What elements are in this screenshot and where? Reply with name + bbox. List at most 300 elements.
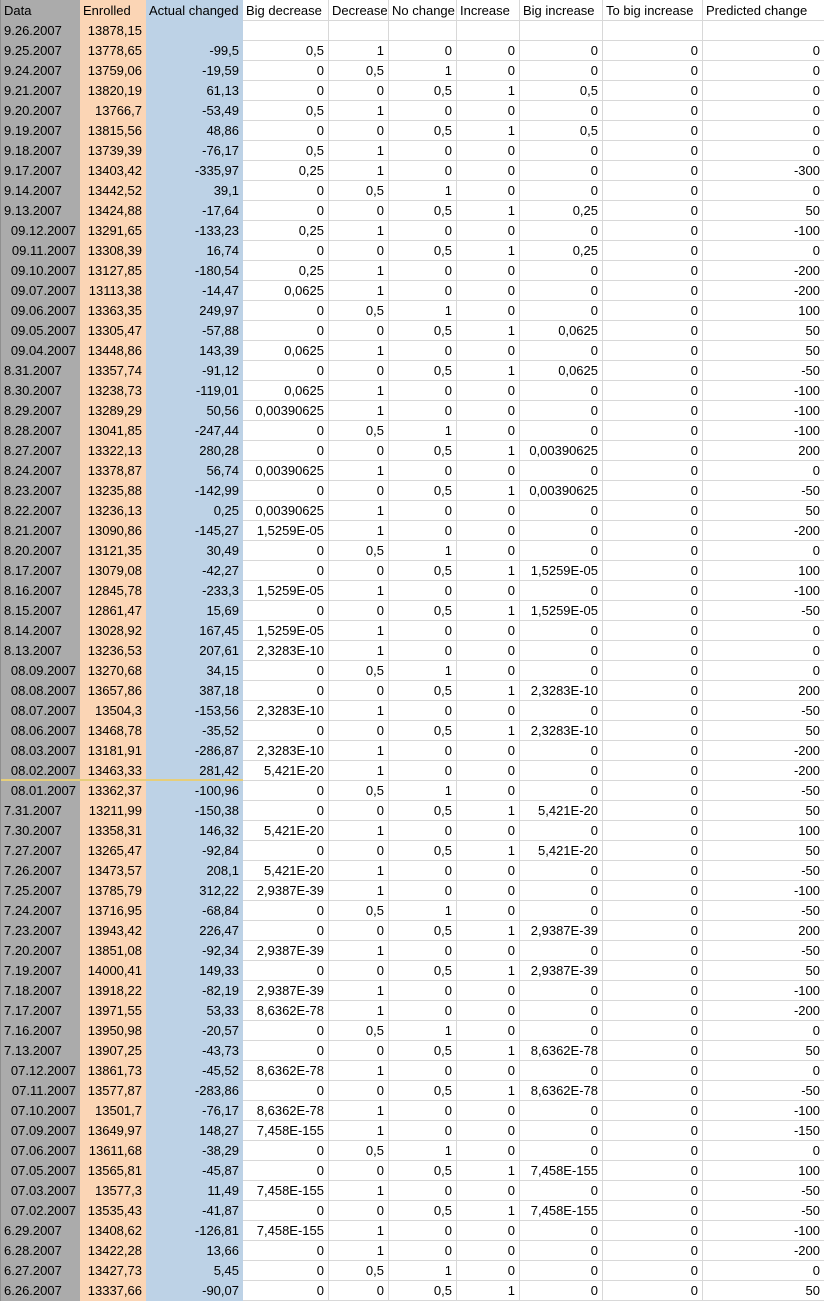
table-cell[interactable]: 1,5259E-05 — [243, 581, 329, 601]
table-cell[interactable]: 1 — [329, 581, 389, 601]
table-cell[interactable]: 0 — [603, 1141, 703, 1161]
table-cell[interactable]: 0,0625 — [520, 321, 603, 341]
table-cell[interactable]: 1 — [329, 161, 389, 181]
table-cell[interactable]: 13337,66 — [80, 1281, 146, 1301]
table-cell[interactable]: 0 — [457, 1141, 520, 1161]
table-cell[interactable]: 0 — [243, 1281, 329, 1301]
table-cell[interactable]: 11,49 — [146, 1181, 243, 1201]
table-cell[interactable]: -76,17 — [146, 141, 243, 161]
table-cell[interactable]: 0,5 — [389, 361, 457, 381]
date-cell[interactable]: 08.03.2007 — [1, 741, 80, 761]
table-cell[interactable]: 0,0625 — [243, 341, 329, 361]
table-cell[interactable]: 0 — [457, 421, 520, 441]
table-cell[interactable]: 2,9387E-39 — [520, 921, 603, 941]
table-cell[interactable]: -76,17 — [146, 1101, 243, 1121]
table-cell[interactable]: 0 — [603, 701, 703, 721]
table-cell[interactable]: 13448,86 — [80, 341, 146, 361]
table-cell[interactable]: 30,49 — [146, 541, 243, 561]
table-cell[interactable]: 0 — [520, 1261, 603, 1281]
table-cell[interactable]: 1 — [389, 421, 457, 441]
table-cell[interactable]: 7,458E-155 — [243, 1121, 329, 1141]
table-cell[interactable]: 0 — [389, 281, 457, 301]
table-cell[interactable]: 0 — [389, 581, 457, 601]
table-cell[interactable]: 0,5 — [389, 121, 457, 141]
table-cell[interactable]: 0 — [603, 641, 703, 661]
table-cell[interactable]: 0 — [243, 781, 329, 801]
table-cell[interactable]: 50,56 — [146, 401, 243, 421]
table-cell[interactable]: 1,5259E-05 — [520, 561, 603, 581]
table-cell[interactable]: 0 — [603, 801, 703, 821]
table-cell[interactable]: 13427,73 — [80, 1261, 146, 1281]
table-cell[interactable]: 0 — [389, 41, 457, 61]
table-cell[interactable]: 0 — [457, 901, 520, 921]
table-cell[interactable]: 1 — [329, 621, 389, 641]
table-cell[interactable]: 1 — [457, 1281, 520, 1301]
table-cell[interactable]: 8,6362E-78 — [243, 1061, 329, 1081]
table-cell[interactable]: -200 — [703, 261, 824, 281]
table-cell[interactable]: 0 — [389, 401, 457, 421]
table-cell[interactable]: 0 — [520, 641, 603, 661]
table-cell[interactable]: 1 — [329, 261, 389, 281]
table-cell[interactable]: -50 — [703, 941, 824, 961]
table-cell[interactable]: 1 — [457, 1161, 520, 1181]
table-cell[interactable]: 0 — [329, 921, 389, 941]
table-cell[interactable]: 0 — [703, 1141, 824, 1161]
table-cell[interactable]: 0,5 — [329, 181, 389, 201]
table-cell[interactable]: 0,5 — [389, 801, 457, 821]
table-cell[interactable]: 0 — [457, 981, 520, 1001]
table-cell[interactable]: 0 — [520, 61, 603, 81]
table-cell[interactable]: -100 — [703, 581, 824, 601]
table-cell[interactable]: 0 — [329, 441, 389, 461]
date-cell[interactable]: 9.25.2007 — [1, 41, 80, 61]
table-cell[interactable]: 0 — [603, 241, 703, 261]
table-cell[interactable]: 13649,97 — [80, 1121, 146, 1141]
table-cell[interactable]: 13785,79 — [80, 881, 146, 901]
table-cell[interactable]: -45,87 — [146, 1161, 243, 1181]
table-cell[interactable]: 0 — [603, 61, 703, 81]
table-cell[interactable]: -200 — [703, 1241, 824, 1261]
table-cell[interactable]: 13403,42 — [80, 161, 146, 181]
table-cell[interactable]: 13501,7 — [80, 1101, 146, 1121]
table-cell[interactable]: 0 — [703, 121, 824, 141]
table-cell[interactable]: 200 — [703, 681, 824, 701]
table-cell[interactable]: 50 — [703, 321, 824, 341]
table-cell[interactable]: 0 — [603, 541, 703, 561]
table-cell[interactable]: 13322,13 — [80, 441, 146, 461]
table-cell[interactable]: 0 — [457, 1221, 520, 1241]
table-cell[interactable]: 50 — [703, 961, 824, 981]
table-cell[interactable]: -50 — [703, 1201, 824, 1221]
table-cell[interactable]: 8,6362E-78 — [243, 1101, 329, 1121]
date-cell[interactable]: 08.07.2007 — [1, 701, 80, 721]
date-cell[interactable]: 8.31.2007 — [1, 361, 80, 381]
table-cell[interactable]: 13918,22 — [80, 981, 146, 1001]
table-cell[interactable]: 0 — [520, 221, 603, 241]
date-cell[interactable]: 7.19.2007 — [1, 961, 80, 981]
date-cell[interactable]: 9.14.2007 — [1, 181, 80, 201]
table-cell[interactable]: 13504,3 — [80, 701, 146, 721]
table-cell[interactable]: -145,27 — [146, 521, 243, 541]
table-cell[interactable]: 0,5 — [389, 1281, 457, 1301]
table-cell[interactable]: 50 — [703, 841, 824, 861]
table-cell[interactable]: -100 — [703, 421, 824, 441]
table-cell[interactable]: 56,74 — [146, 461, 243, 481]
table-cell[interactable]: 0 — [329, 1161, 389, 1181]
table-cell[interactable]: 0 — [520, 1061, 603, 1081]
table-cell[interactable]: 0 — [520, 1181, 603, 1201]
table-cell[interactable]: 0 — [457, 761, 520, 781]
date-cell[interactable]: 09.05.2007 — [1, 321, 80, 341]
table-cell[interactable]: 13289,29 — [80, 401, 146, 421]
date-cell[interactable]: 8.27.2007 — [1, 441, 80, 461]
table-cell[interactable]: 0 — [603, 181, 703, 201]
table-cell[interactable]: 149,33 — [146, 961, 243, 981]
table-cell[interactable]: 13181,91 — [80, 741, 146, 761]
column-header-increase[interactable]: Increase — [457, 0, 520, 21]
table-cell[interactable]: 0 — [243, 961, 329, 981]
table-cell[interactable]: 1 — [329, 861, 389, 881]
table-cell[interactable]: 0 — [603, 621, 703, 641]
date-cell[interactable]: 08.06.2007 — [1, 721, 80, 741]
table-cell[interactable]: 0 — [603, 741, 703, 761]
table-cell[interactable]: 0 — [389, 761, 457, 781]
table-cell[interactable]: 0 — [457, 1181, 520, 1201]
table-cell[interactable]: 0,5 — [389, 1081, 457, 1101]
date-cell[interactable]: 8.29.2007 — [1, 401, 80, 421]
table-cell[interactable]: 0,5 — [389, 441, 457, 461]
table-cell[interactable]: 0 — [457, 541, 520, 561]
table-cell[interactable]: 0,5 — [329, 1021, 389, 1041]
table-cell[interactable]: 0,5 — [389, 481, 457, 501]
table-cell[interactable]: 0 — [329, 121, 389, 141]
table-cell[interactable]: 0 — [603, 1001, 703, 1021]
table-cell[interactable]: 13907,25 — [80, 1041, 146, 1061]
table-cell[interactable]: 100 — [703, 821, 824, 841]
date-cell[interactable]: 7.17.2007 — [1, 1001, 80, 1021]
table-cell[interactable]: 1 — [457, 921, 520, 941]
table-cell[interactable]: 13362,37 — [80, 781, 146, 801]
table-cell[interactable]: 0 — [243, 1041, 329, 1061]
table-cell[interactable]: 0,5 — [329, 61, 389, 81]
table-cell[interactable]: 0 — [329, 1281, 389, 1301]
table-cell[interactable]: 50 — [703, 341, 824, 361]
table-cell[interactable]: 1 — [457, 241, 520, 261]
date-cell[interactable]: 07.05.2007 — [1, 1161, 80, 1181]
table-cell[interactable]: -100 — [703, 381, 824, 401]
table-cell[interactable]: 0 — [329, 241, 389, 261]
table-cell[interactable]: 0 — [603, 141, 703, 161]
table-cell[interactable]: 0 — [603, 821, 703, 841]
table-cell[interactable]: 0 — [703, 141, 824, 161]
table-cell[interactable]: 13357,74 — [80, 361, 146, 381]
table-cell[interactable]: 2,3283E-10 — [243, 701, 329, 721]
table-cell[interactable]: 13358,31 — [80, 821, 146, 841]
table-cell[interactable]: 0 — [703, 1261, 824, 1281]
column-header-big-increase[interactable]: Big increase — [520, 0, 603, 21]
date-cell[interactable]: 07.10.2007 — [1, 1101, 80, 1121]
table-cell[interactable]: 2,9387E-39 — [243, 981, 329, 1001]
table-cell[interactable]: 0 — [520, 1021, 603, 1041]
table-cell[interactable]: 13778,65 — [80, 41, 146, 61]
table-cell[interactable]: 1,5259E-05 — [243, 621, 329, 641]
table-cell[interactable]: 0 — [520, 301, 603, 321]
table-cell[interactable]: 0 — [603, 1281, 703, 1301]
table-cell[interactable]: 13468,78 — [80, 721, 146, 741]
table-cell[interactable]: 7,458E-155 — [520, 1201, 603, 1221]
date-cell[interactable]: 6.26.2007 — [1, 1281, 80, 1301]
table-cell[interactable]: 0 — [703, 101, 824, 121]
table-cell[interactable]: 0 — [457, 401, 520, 421]
date-cell[interactable]: 9.18.2007 — [1, 141, 80, 161]
table-cell[interactable]: -50 — [703, 601, 824, 621]
table-cell[interactable]: 0 — [520, 541, 603, 561]
table-cell[interactable]: 0 — [243, 801, 329, 821]
table-cell[interactable]: 0 — [603, 881, 703, 901]
table-cell[interactable]: 0 — [243, 361, 329, 381]
table-cell[interactable]: 0,0625 — [243, 281, 329, 301]
date-cell[interactable]: 7.20.2007 — [1, 941, 80, 961]
table-cell[interactable]: 13378,87 — [80, 461, 146, 481]
table-cell[interactable]: 13442,52 — [80, 181, 146, 201]
table-cell[interactable]: 0 — [329, 721, 389, 741]
table-cell[interactable]: 13943,42 — [80, 921, 146, 941]
table-cell[interactable]: 0,5 — [329, 421, 389, 441]
table-cell[interactable]: 13766,7 — [80, 101, 146, 121]
table-cell[interactable]: 0 — [389, 821, 457, 841]
table-cell[interactable]: 0 — [457, 661, 520, 681]
table-cell[interactable]: -180,54 — [146, 261, 243, 281]
table-cell[interactable]: 0 — [520, 621, 603, 641]
table-cell[interactable]: 5,421E-20 — [243, 821, 329, 841]
table-cell[interactable]: 0 — [520, 461, 603, 481]
table-cell[interactable]: 13270,68 — [80, 661, 146, 681]
table-cell[interactable]: 0 — [243, 1201, 329, 1221]
table-cell[interactable]: 0 — [603, 921, 703, 941]
table-cell[interactable]: 1 — [457, 801, 520, 821]
table-cell[interactable]: 0,5 — [329, 661, 389, 681]
table-cell[interactable]: 0 — [603, 861, 703, 881]
table-cell[interactable]: 12845,78 — [80, 581, 146, 601]
table-cell[interactable]: -99,5 — [146, 41, 243, 61]
table-cell[interactable]: 0,5 — [389, 81, 457, 101]
table-cell[interactable]: 1 — [389, 661, 457, 681]
date-cell[interactable]: 8.13.2007 — [1, 641, 80, 661]
table-cell[interactable]: 0 — [457, 521, 520, 541]
table-cell[interactable] — [146, 21, 243, 41]
table-cell[interactable]: -53,49 — [146, 101, 243, 121]
table-cell[interactable]: 0 — [243, 481, 329, 501]
table-cell[interactable]: 0,5 — [329, 1261, 389, 1281]
table-cell[interactable]: 0 — [520, 881, 603, 901]
table-cell[interactable]: 1 — [389, 1261, 457, 1281]
table-cell[interactable]: 0 — [243, 1081, 329, 1101]
table-cell[interactable]: 0 — [329, 321, 389, 341]
table-cell[interactable]: -100 — [703, 1221, 824, 1241]
table-cell[interactable]: 1 — [457, 721, 520, 741]
table-cell[interactable]: 0 — [603, 461, 703, 481]
table-cell[interactable]: 0 — [329, 201, 389, 221]
table-cell[interactable]: 0 — [603, 521, 703, 541]
column-header-big-decrease[interactable]: Big decrease — [243, 0, 329, 21]
table-cell[interactable]: 0 — [520, 521, 603, 541]
table-cell[interactable]: 0 — [243, 181, 329, 201]
table-cell[interactable] — [243, 21, 329, 41]
table-cell[interactable]: -38,29 — [146, 1141, 243, 1161]
table-cell[interactable]: 13079,08 — [80, 561, 146, 581]
table-cell[interactable]: 0 — [603, 661, 703, 681]
column-header-no-change[interactable]: No change — [389, 0, 457, 21]
table-cell[interactable]: 0 — [520, 101, 603, 121]
table-cell[interactable]: 0 — [603, 281, 703, 301]
table-cell[interactable]: 0 — [520, 1121, 603, 1141]
table-cell[interactable]: 0 — [703, 181, 824, 201]
table-cell[interactable]: 0,25 — [243, 161, 329, 181]
table-cell[interactable]: 0 — [329, 1041, 389, 1061]
table-cell[interactable]: 13739,39 — [80, 141, 146, 161]
date-cell[interactable]: 8.15.2007 — [1, 601, 80, 621]
table-cell[interactable]: 1 — [457, 201, 520, 221]
table-cell[interactable]: 13211,99 — [80, 801, 146, 821]
table-cell[interactable]: 8,6362E-78 — [520, 1081, 603, 1101]
table-cell[interactable]: 1 — [329, 521, 389, 541]
table-cell[interactable]: 0,5 — [329, 901, 389, 921]
table-cell[interactable]: 0 — [520, 861, 603, 881]
table-cell[interactable]: 0 — [603, 1221, 703, 1241]
table-cell[interactable]: -126,81 — [146, 1221, 243, 1241]
table-cell[interactable]: 8,6362E-78 — [520, 1041, 603, 1061]
table-cell[interactable]: 0 — [389, 861, 457, 881]
table-cell[interactable]: 0 — [389, 701, 457, 721]
table-cell[interactable]: -50 — [703, 481, 824, 501]
table-cell[interactable]: 7,458E-155 — [243, 1221, 329, 1241]
table-cell[interactable]: 0 — [389, 1061, 457, 1081]
table-cell[interactable]: -150,38 — [146, 801, 243, 821]
date-cell[interactable]: 08.01.2007 — [1, 781, 80, 801]
table-cell[interactable]: 0 — [603, 721, 703, 741]
table-cell[interactable] — [457, 21, 520, 41]
table-cell[interactable]: 0 — [329, 481, 389, 501]
table-cell[interactable]: -50 — [703, 1081, 824, 1101]
table-cell[interactable]: 0 — [520, 161, 603, 181]
table-cell[interactable]: 0 — [520, 1281, 603, 1301]
table-cell[interactable]: 0 — [603, 401, 703, 421]
table-cell[interactable]: 0 — [389, 641, 457, 661]
table-cell[interactable]: 0 — [457, 1101, 520, 1121]
table-cell[interactable]: 312,22 — [146, 881, 243, 901]
table-cell[interactable]: 5,45 — [146, 1261, 243, 1281]
table-cell[interactable]: 1 — [329, 641, 389, 661]
table-cell[interactable]: 0 — [243, 1261, 329, 1281]
table-cell[interactable]: 13308,39 — [80, 241, 146, 261]
table-cell[interactable]: 0 — [243, 921, 329, 941]
table-cell[interactable]: 0 — [457, 621, 520, 641]
table-cell[interactable]: 0 — [329, 801, 389, 821]
table-cell[interactable]: 1 — [389, 781, 457, 801]
table-cell[interactable]: 146,32 — [146, 821, 243, 841]
table-cell[interactable]: 0 — [603, 1101, 703, 1121]
table-cell[interactable]: 1 — [329, 141, 389, 161]
table-cell[interactable]: 0 — [603, 221, 703, 241]
date-cell[interactable]: 7.13.2007 — [1, 1041, 80, 1061]
table-cell[interactable]: -19,59 — [146, 61, 243, 81]
table-cell[interactable]: 0 — [389, 941, 457, 961]
table-cell[interactable]: 0 — [520, 181, 603, 201]
table-cell[interactable]: 1 — [457, 321, 520, 341]
table-cell[interactable]: 1 — [457, 681, 520, 701]
table-cell[interactable]: 0 — [603, 681, 703, 701]
table-cell[interactable]: -200 — [703, 1001, 824, 1021]
table-cell[interactable]: 0 — [520, 41, 603, 61]
table-cell[interactable]: 0 — [520, 781, 603, 801]
table-cell[interactable]: -82,19 — [146, 981, 243, 1001]
table-cell[interactable]: 0 — [520, 701, 603, 721]
table-cell[interactable]: 1 — [329, 881, 389, 901]
table-cell[interactable]: -41,87 — [146, 1201, 243, 1221]
table-cell[interactable]: -247,44 — [146, 421, 243, 441]
table-cell[interactable]: 1 — [329, 281, 389, 301]
table-cell[interactable]: 0 — [520, 581, 603, 601]
table-cell[interactable]: 13878,15 — [80, 21, 146, 41]
date-cell[interactable]: 09.10.2007 — [1, 261, 80, 281]
table-cell[interactable]: 50 — [703, 721, 824, 741]
table-cell[interactable]: 0 — [603, 501, 703, 521]
table-cell[interactable]: 0,5 — [389, 241, 457, 261]
table-cell[interactable]: 0 — [603, 1081, 703, 1101]
table-cell[interactable]: -200 — [703, 761, 824, 781]
date-cell[interactable]: 8.17.2007 — [1, 561, 80, 581]
date-cell[interactable]: 6.29.2007 — [1, 1221, 80, 1241]
table-cell[interactable]: 280,28 — [146, 441, 243, 461]
date-cell[interactable]: 09.12.2007 — [1, 221, 80, 241]
table-cell[interactable]: 0 — [520, 381, 603, 401]
table-cell[interactable]: -100 — [703, 221, 824, 241]
table-cell[interactable]: 0 — [603, 1041, 703, 1061]
table-cell[interactable]: 0 — [703, 641, 824, 661]
table-cell[interactable]: 7,458E-155 — [520, 1161, 603, 1181]
table-cell[interactable]: 0 — [329, 81, 389, 101]
table-cell[interactable]: -119,01 — [146, 381, 243, 401]
table-cell[interactable]: 0 — [243, 1021, 329, 1041]
table-cell[interactable]: 13,66 — [146, 1241, 243, 1261]
table-cell[interactable]: 0 — [603, 1021, 703, 1041]
table-cell[interactable]: 1 — [457, 81, 520, 101]
table-cell[interactable]: -100 — [703, 881, 824, 901]
table-cell[interactable]: 0 — [703, 1061, 824, 1081]
table-cell[interactable]: 0 — [457, 161, 520, 181]
table-cell[interactable]: 0 — [603, 781, 703, 801]
table-cell[interactable]: 0,5 — [329, 1141, 389, 1161]
date-cell[interactable]: 07.03.2007 — [1, 1181, 80, 1201]
date-cell[interactable]: 08.09.2007 — [1, 661, 80, 681]
table-cell[interactable]: 0,00390625 — [243, 461, 329, 481]
table-cell[interactable]: 1 — [389, 1021, 457, 1041]
column-header-enrolled[interactable]: Enrolled — [80, 0, 146, 21]
table-cell[interactable]: 1 — [389, 901, 457, 921]
table-cell[interactable]: 0 — [603, 761, 703, 781]
table-cell[interactable] — [703, 21, 824, 41]
table-cell[interactable]: -335,97 — [146, 161, 243, 181]
table-cell[interactable]: 0,25 — [520, 201, 603, 221]
table-cell[interactable]: 13363,35 — [80, 301, 146, 321]
table-cell[interactable]: 1 — [329, 221, 389, 241]
table-cell[interactable]: 1 — [389, 61, 457, 81]
table-cell[interactable]: -100 — [703, 981, 824, 1001]
table-cell[interactable]: -300 — [703, 161, 824, 181]
table-cell[interactable]: 0 — [603, 961, 703, 981]
date-cell[interactable]: 9.20.2007 — [1, 101, 80, 121]
table-cell[interactable] — [329, 21, 389, 41]
